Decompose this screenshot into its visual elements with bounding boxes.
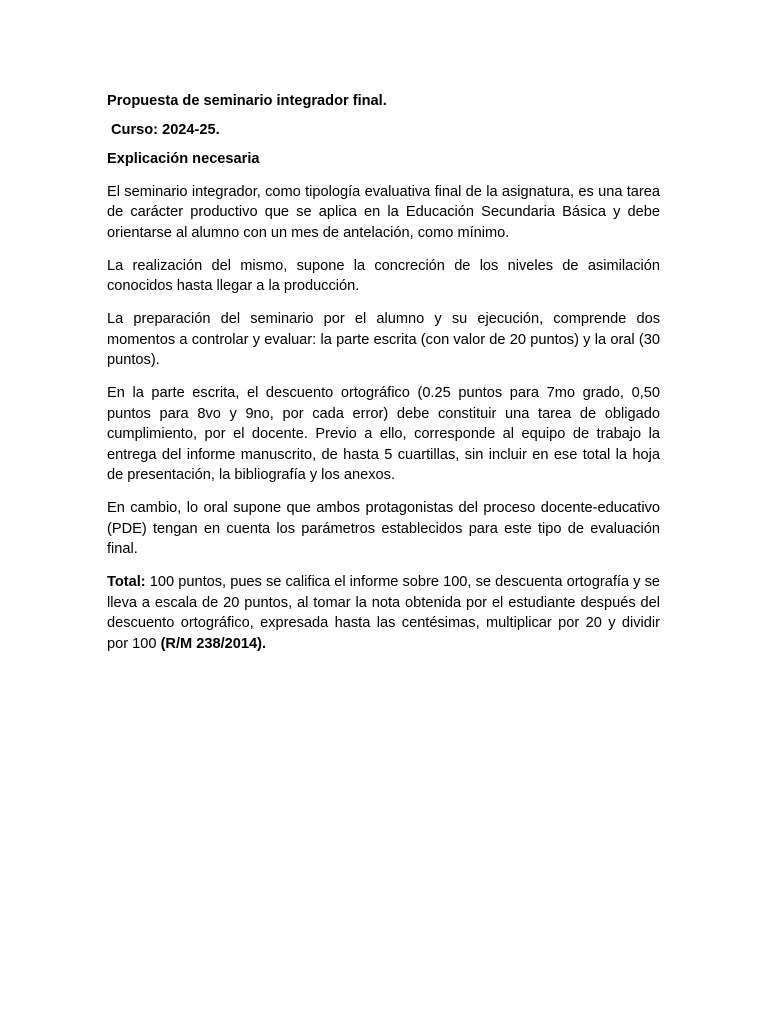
paragraph-written-part: En la parte escrita, el descuento ortográfico (0.25 puntos para 7mo grado, 0,50 puntos para 8vo y 9no, por cada error) debe constituir una tarea de obligado cumplimiento, por el docente. Previo a ello, corresponde al equipo de trabajo la entrega del informe manuscrito, de hasta 5 cuartillas, sin incluir en ese total la hoja de presentación, la bibliografía y los anexos. (107, 385, 660, 483)
paragraph-preparation: La preparación del seminario por el alumno y su ejecución, comprende dos momentos a controlar y evaluar: la parte escrita (con valor de 20 puntos) y la oral (30 puntos). (107, 311, 660, 368)
paragraph-total (107, 572, 660, 654)
document-title: Propuesta de seminario integrador final. (107, 93, 387, 109)
paragraph-intro: El seminario integrador, como tipología evaluativa final de la asignatura, es una tarea de carácter productivo que se aplica en la Educación Secundaria Básica y debe orientarse al alumno con un mes de antelación, como mínimo. (107, 183, 660, 241)
paragraph-oral-part: En cambio, lo oral supone que ambos protagonistas del proceso docente-educativo (PDE) tengan en cuenta los parámetros establecidos para este tipo de evaluación final. (107, 500, 660, 557)
course-label: Curso: 2024-25. (111, 122, 220, 138)
paragraph-realization: La realización del mismo, supone la concreción de los niveles de asimilación conocidos hasta llegar a la producción. (107, 257, 660, 294)
total-text: 100 puntos, pues se califica el informe sobre 100, se descuenta ortografía y se lleva a escala de 20 puntos, al tomar la nota obtenida por el estudiante después del descuento ortográfico, expresada hasta las centésimas, multiplicar por 20 y dividir por 100 (107, 574, 660, 652)
total-label: Total: (107, 574, 146, 590)
section-heading: Explicación necesaria (107, 151, 260, 167)
resolution-reference: (R/M 238/2014). (160, 635, 267, 652)
document-page (107, 91, 660, 667)
